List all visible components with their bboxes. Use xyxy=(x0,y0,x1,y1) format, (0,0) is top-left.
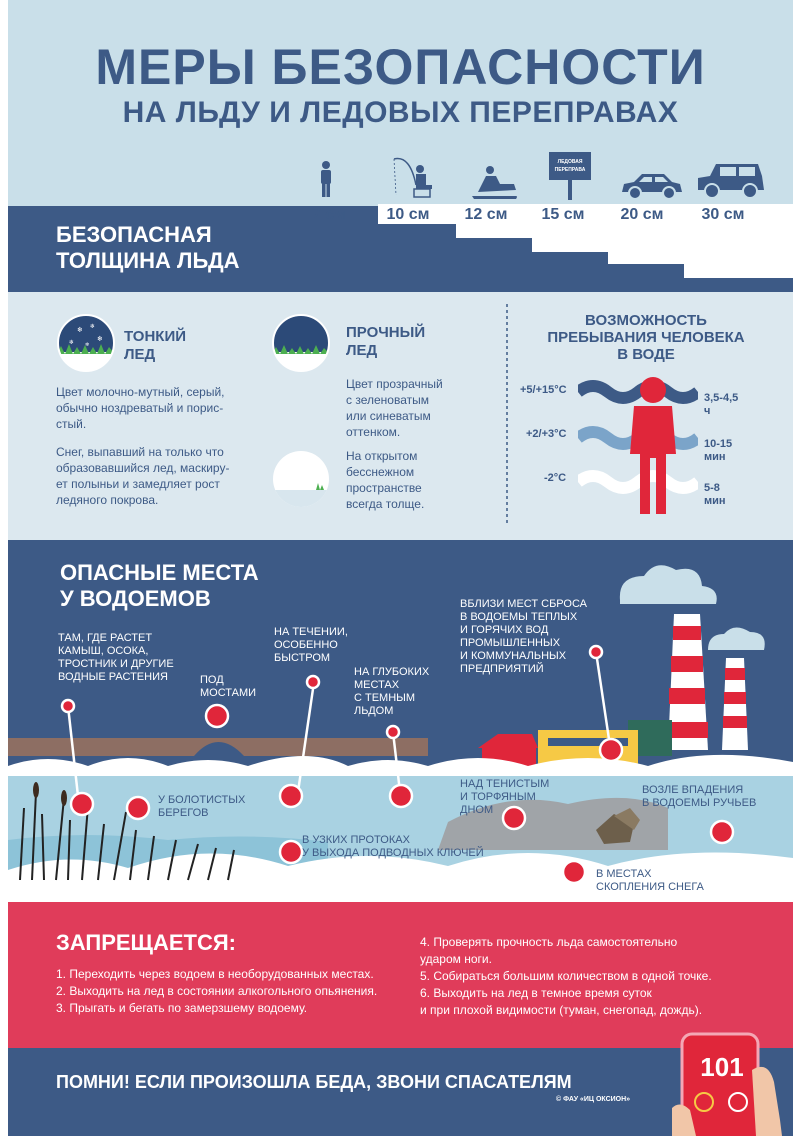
place-label-line: БЫСТРОМ xyxy=(274,652,331,664)
place-streams-label xyxy=(642,784,756,810)
strong-ice-text-line: Цвет прозрачный xyxy=(346,377,443,391)
safe-thickness-title-line2: ТОЛЩИНА ЛЬДА xyxy=(56,248,240,273)
strong-ice-description xyxy=(346,376,443,440)
survival-time-value: 10-15 xyxy=(704,438,733,450)
ice-crossing-sign-icon xyxy=(547,150,593,202)
svg-text:❄: ❄ xyxy=(85,342,90,348)
place-label-line: СКОПЛЕНИЯ СНЕГА xyxy=(596,881,704,893)
thickness-label-12cm: 12 см xyxy=(464,206,508,223)
marker-discharge-point xyxy=(600,739,622,761)
safe-thickness-title xyxy=(56,222,240,274)
survival-title-line1: ВОЗМОЖНОСТЬ xyxy=(585,312,707,329)
prohibited-rule: ударом ноги. xyxy=(420,952,492,966)
open-ice-text-line: всегда толще. xyxy=(346,497,425,511)
marker-current xyxy=(307,676,319,688)
marker-snow xyxy=(563,861,585,883)
prohibited-rule: 1. Переходить через водоем в необорудованных местах. xyxy=(56,967,374,981)
credit-text: © ФАУ «ИЦ ОКСИОН» xyxy=(556,1096,631,1103)
marker-swamp-1 xyxy=(71,793,93,815)
thin-ice-title xyxy=(124,328,186,364)
place-springs-label xyxy=(302,834,484,860)
dangerous-places-title-line2: У ВОДОЕМОВ xyxy=(60,586,211,611)
thin-ice-snow-note xyxy=(56,444,229,508)
temperature-label: -2°С xyxy=(544,472,567,484)
place-label-line: У ВЫХОДА ПОДВОДНЫХ КЛЮЧЕЙ xyxy=(302,847,484,859)
place-label-line: НА ТЕЧЕНИИ, xyxy=(274,626,348,638)
temperature-label: +2/+3°С xyxy=(526,428,567,440)
open-ice-text-line: бесснежном xyxy=(346,465,415,479)
place-label-line: МЕСТАХ xyxy=(354,679,400,691)
strong-ice-title-line1: ПРОЧНЫЙ xyxy=(346,324,426,341)
safe-thickness-title-line1: БЕЗОПАСНАЯ xyxy=(56,222,212,247)
marker-deep-point xyxy=(390,785,412,807)
thin-ice-text-line: ет полыньи и замедляет рост xyxy=(56,477,220,491)
place-label-line: БЕРЕГОВ xyxy=(158,807,209,819)
prohibited-rules-left xyxy=(56,966,377,1017)
marker-springs xyxy=(280,841,302,863)
place-label-line: МОСТАМИ xyxy=(200,687,257,699)
thickness-label-15cm: 15 см xyxy=(541,206,585,223)
prohibited-rules-right xyxy=(420,934,712,1019)
strong-ice-text-line: с зеленоватым xyxy=(346,393,429,407)
open-ice-text-line: На открытом xyxy=(346,449,418,463)
sign-text-line2: ПЕРЕПРАВА xyxy=(554,167,586,173)
place-label-line: ОСОБЕННО xyxy=(274,639,338,651)
strong-ice-icon xyxy=(272,314,330,372)
emergency-call-text: ПОМНИ! ЕСЛИ ПРОИЗОШЛА БЕДА, ЗВОНИ СПАСАТЕЛЯМ xyxy=(56,1072,572,1092)
thickness-label-20cm: 20 см xyxy=(620,206,664,223)
prohibited-rule: и при плохой видимости (туман, снегопад, дождь). xyxy=(420,1003,703,1017)
thin-ice-title-line2: ЛЕД xyxy=(124,346,156,363)
thickness-label-10cm: 10 см xyxy=(386,206,430,223)
thin-ice-description xyxy=(56,384,225,432)
thin-ice-text-line: образовавшийся лед, маскиру- xyxy=(56,461,230,475)
prohibited-rule: 4. Проверять прочность льда самостоятельно xyxy=(420,935,678,949)
place-label-line: ДНОМ xyxy=(460,804,494,816)
place-swamp-label xyxy=(158,794,245,820)
place-label-line: КАМЫШ, ОСОКА, xyxy=(58,645,149,657)
survival-time-title xyxy=(536,312,756,363)
marker-bridges xyxy=(206,705,228,727)
open-ice-text-line: пространстве xyxy=(346,481,422,495)
marker-plants xyxy=(62,700,74,712)
place-discharge-label xyxy=(460,598,587,676)
survival-time-label xyxy=(704,482,726,508)
svg-text:❄: ❄ xyxy=(69,340,75,346)
place-bridges-label xyxy=(200,674,256,700)
place-label-line: ЛЬДОМ xyxy=(354,705,394,717)
page-subtitle: НА ЛЬДУ И ЛЕДОВЫХ ПЕРЕПРАВАХ xyxy=(122,96,679,129)
dangerous-places-title-line1: ОПАСНЫЕ МЕСТА xyxy=(60,560,259,585)
prohibited-rule: 5. Собираться большим количеством в одной точке. xyxy=(420,969,712,983)
thin-ice-text-line: стый. xyxy=(56,417,87,431)
strong-ice-text-line: или синеватым xyxy=(346,409,431,423)
thickness-label-7cm: 7 см xyxy=(311,206,347,223)
thin-ice-text-line: Цвет молочно-мутный, серый, xyxy=(56,385,225,399)
survival-time-unit: мин xyxy=(704,495,726,507)
survival-time-value: 3,5-4,5 xyxy=(704,392,739,404)
place-label-line: В ВОДОЕМЫ ТЕПЛЫХ xyxy=(460,611,578,623)
section-divider xyxy=(505,304,509,524)
place-current-label xyxy=(274,626,348,665)
thin-ice-title-line1: ТОНКИЙ xyxy=(124,328,187,345)
marker-streams xyxy=(711,821,733,843)
place-snow-label xyxy=(596,868,704,894)
person-in-water-graphic xyxy=(578,374,698,516)
place-label-line: НАД ТЕНИСТЫМ xyxy=(460,778,550,790)
place-label-line: ВОЗЛЕ ВПАДЕНИЯ xyxy=(642,784,744,796)
place-deep-label xyxy=(354,666,429,718)
place-label-line: В ВОДОЕМЫ РУЧЬЕВ xyxy=(642,797,757,809)
prohibited-rule: 6. Выходить на лед в темное время суток xyxy=(420,986,652,1000)
svg-text:❄: ❄ xyxy=(90,324,96,330)
temperature-label: +5/+15°С xyxy=(520,384,567,396)
place-plants-label xyxy=(58,632,174,684)
marker-discharge xyxy=(590,646,602,658)
open-ice-icon xyxy=(272,450,330,508)
place-label-line: ВОДНЫЕ РАСТЕНИЯ xyxy=(58,671,168,683)
marker-deep xyxy=(387,726,399,738)
svg-text:❄: ❄ xyxy=(97,336,103,343)
strong-ice-title xyxy=(346,324,425,360)
snowmobile-icon xyxy=(470,164,520,202)
prohibited-rule: 3. Прыгать и бегать по замерзшему водоему. xyxy=(56,1001,308,1015)
person-icon xyxy=(316,160,336,200)
thickness-label-30cm: 30 см xyxy=(701,206,745,223)
thin-ice-icon xyxy=(57,314,115,372)
fisherman-icon xyxy=(390,155,438,201)
strong-ice-text-line: оттенком. xyxy=(346,425,401,439)
place-label-line: ТРОСТНИК И ДРУГИЕ xyxy=(58,658,174,670)
place-label-line: ВБЛИЗИ МЕСТ СБРОСА xyxy=(460,598,587,610)
phone-in-hand-graphic xyxy=(672,1030,793,1136)
survival-time-label xyxy=(704,392,738,418)
survival-time-label xyxy=(704,438,732,464)
svg-text:❄: ❄ xyxy=(77,327,83,334)
emergency-phone-number: 101 xyxy=(700,1052,744,1082)
open-ice-description xyxy=(346,448,424,512)
place-label-line: С ТЕМНЫМ xyxy=(354,692,416,704)
survival-title-line3: В ВОДЕ xyxy=(617,346,675,363)
marker-current-point xyxy=(280,785,302,807)
place-label-line: И ГОРЯЧИХ ВОД xyxy=(460,624,549,636)
thin-ice-text-line: ледяного покрова. xyxy=(56,493,159,507)
place-label-line: И ТОРФЯНЫМ xyxy=(460,791,536,803)
place-label-line: И КОММУНАЛЬНЫХ xyxy=(460,650,567,662)
survival-time-unit: ч xyxy=(704,405,711,417)
place-label-line: НА ГЛУБОКИХ xyxy=(354,666,430,678)
car-icon xyxy=(620,170,684,202)
poster xyxy=(8,0,793,1136)
place-label-line: В УЗКИХ ПРОТОКАХ xyxy=(302,834,410,846)
prohibited-title: ЗАПРЕЩАЕТСЯ: xyxy=(56,930,236,955)
place-peat-label xyxy=(460,778,549,817)
place-label-line: ТАМ, ГДЕ РАСТЕТ xyxy=(58,632,153,644)
prohibited-rule: 2. Выходить на лед в состоянии алкогольного опьянения. xyxy=(56,984,378,998)
marker-swamp-2 xyxy=(127,797,149,819)
thin-ice-text-line: Снег, выпавший на только что xyxy=(56,445,224,459)
survival-time-unit: мин xyxy=(704,451,726,463)
thin-ice-text-line: обычно ноздреватый и порис- xyxy=(56,401,224,415)
place-label-line: ПОД xyxy=(200,674,224,686)
strong-ice-title-line2: ЛЕД xyxy=(346,342,378,359)
survival-time-value: 5-8 xyxy=(704,482,720,494)
sign-text-line1: ЛЕДОВАЯ xyxy=(557,159,583,165)
place-label-line: В МЕСТАХ xyxy=(596,868,652,880)
survival-title-line2: ПРЕБЫВАНИЯ ЧЕЛОВЕКА xyxy=(547,329,745,346)
place-label-line: ПРОМЫШЛЕННЫХ xyxy=(460,637,561,649)
place-label-line: ПРЕДПРИЯТИЙ xyxy=(460,663,544,675)
place-label-line: У БОЛОТИСТЫХ xyxy=(158,794,246,806)
page-title: МЕРЫ БЕЗОПАСНОСТИ xyxy=(95,39,706,95)
suv-icon xyxy=(696,162,766,202)
